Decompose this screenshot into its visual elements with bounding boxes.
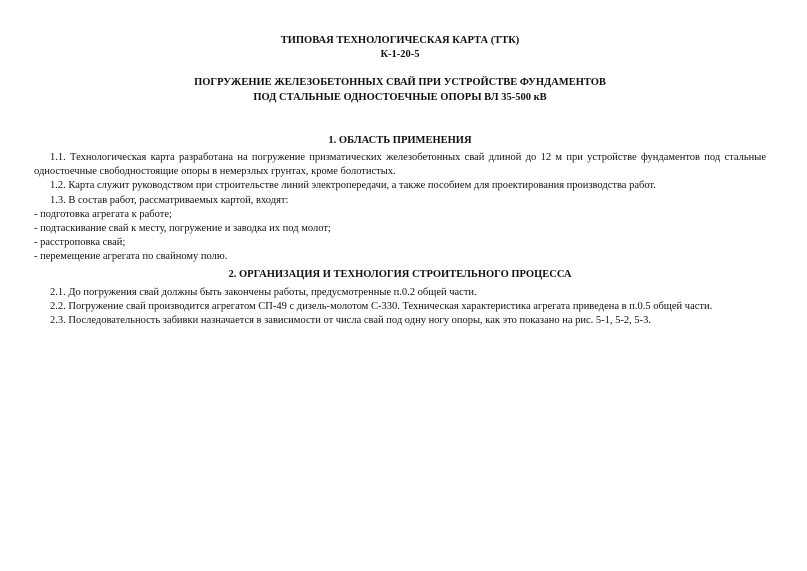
subtitle-line-1: ПОГРУЖЕНИЕ ЖЕЛЕЗОБЕТОННЫХ СВАЙ ПРИ УСТРОЙСТВЕ ФУНДАМЕНТОВ bbox=[194, 77, 606, 88]
subtitle-line-2: ПОД СТАЛЬНЫЕ ОДНОСТОЕЧНЫЕ ОПОРЫ ВЛ 35-500 кВ bbox=[253, 92, 547, 103]
section-2 bbox=[34, 268, 766, 329]
document-subtitle bbox=[34, 75, 766, 105]
list-item: - расстроповка свай; bbox=[34, 237, 126, 249]
paragraph-1-1: 1.1. Технологическая карта разработана на погружение призматических железобетонных свай длиной до 12 м при устройстве фундаментов под стальные одностоечные свободностоящие опоры в немерзлых грунтах, кроме болотистых. bbox=[34, 152, 766, 178]
list-item: - перемещение агрегата по свайному полю. bbox=[34, 251, 228, 263]
section-1 bbox=[34, 134, 766, 265]
paragraph-2-2: 2.2. Погружение свай производится агрегатом СП-49 с дизель-молотом С-330. Техническая характеристика агрегата приведена в п.0.5 общей части. bbox=[50, 300, 713, 312]
list-item: - подготовка агрегата к работе; bbox=[34, 208, 172, 220]
title-block bbox=[34, 34, 766, 62]
paragraph-1-3: 1.3. В состав работ, рассматриваемых картой, входят: bbox=[50, 194, 289, 206]
section-2-heading: 2. ОРГАНИЗАЦИЯ И ТЕХНОЛОГИЯ СТРОИТЕЛЬНОГО ПРОЦЕССА bbox=[228, 268, 572, 280]
paragraph-2-3: 2.3. Последовательность забивки назначается в зависимости от числа свай под одну ногу опоры, как это показано на рис. 5-1, 5-2, 5-3. bbox=[50, 315, 652, 327]
paragraph-1-2: 1.2. Карта служит руководством при строительстве линий электропередачи, а также пособием для проектирования производства работ. bbox=[50, 180, 656, 192]
section-1-heading: 1. ОБЛАСТЬ ПРИМЕНЕНИЯ bbox=[328, 135, 472, 146]
document-title: ТИПОВАЯ ТЕХНОЛОГИЧЕСКАЯ КАРТА (ТТК) bbox=[280, 35, 520, 46]
paragraph-2-1: 2.1. До погружения свай должны быть закончены работы, предусмотренные п.0.2 общей части. bbox=[50, 286, 477, 298]
document-code: К-1-20-5 bbox=[380, 49, 420, 60]
document-page bbox=[34, 34, 766, 328]
list-item: - подтаскивание свай к месту, погружение и заводка их под молот; bbox=[34, 223, 331, 235]
